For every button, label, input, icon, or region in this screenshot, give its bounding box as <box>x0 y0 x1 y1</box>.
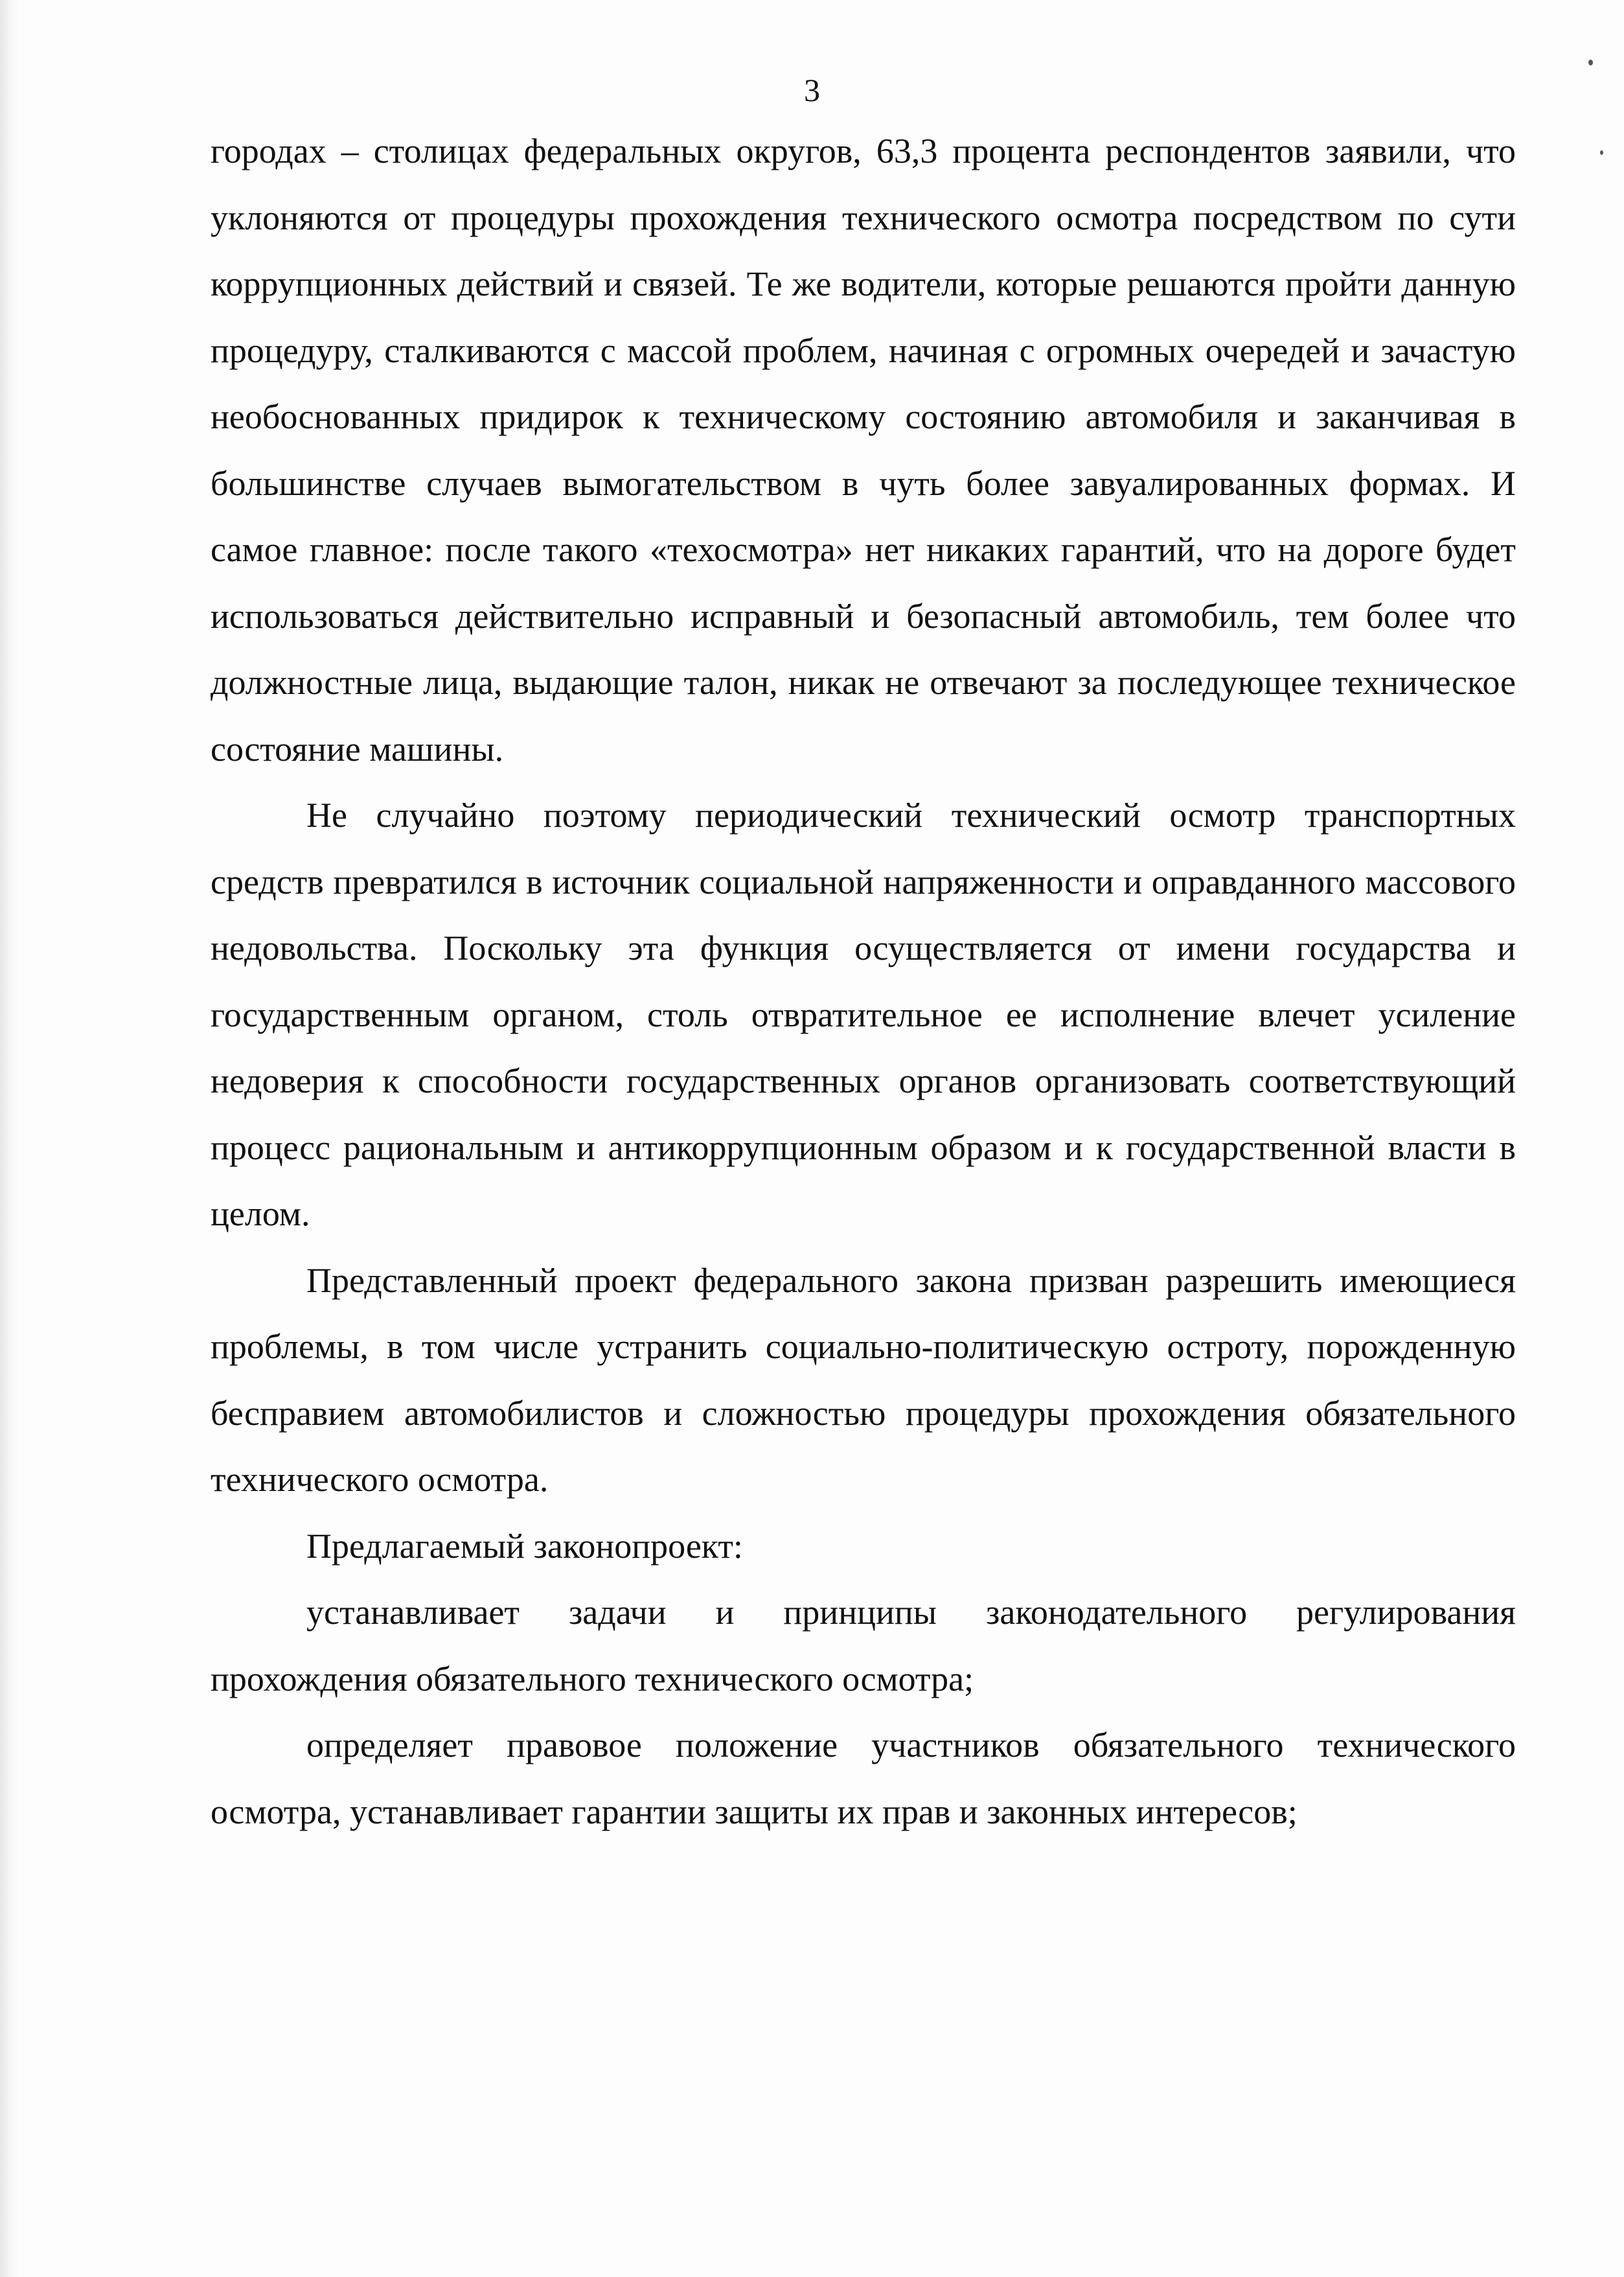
document-body <box>211 118 1516 1845</box>
scan-speck <box>1588 60 1593 65</box>
paragraph-4: Предлагаемый законопроект: <box>306 1526 743 1566</box>
paragraph-5: устанавливает задачи и принципы законодательного регулирования прохождения обязательного технического осмотра; <box>211 1593 1516 1698</box>
paragraph-1: городах – столицах федеральных округов, 63,3 процента респондентов заявили, что уклоняются от процедуры прохождения технического осмотра посредством по сути коррупционных действий и связей. Те же водители, которые решаются пройти данную процедуру, сталкиваются с массой проблем, начиная с огромных очередей и зачастую необоснованных придирок к техническому состоянию автомобиля и заканчивая в большинстве случаев вымогательством в чуть более завуалированных формах. И самое главное: после такого «техосмотра» нет никаких гарантий, что на дороге будет использоваться действительно исправный и безопасный автомобиль, тем более что должностные лица, выдающие талон, никак не отвечают за последующее техническое состояние машины. <box>211 132 1516 769</box>
paragraph-3: Представленный проект федерального закона призван разрешить имеющиеся проблемы, в том числе устранить социально-политическую остроту, порожденную бесправием автомобилистов и сложностью процедуры прохождения обязательного технического осмотра. <box>211 1260 1516 1499</box>
page-number: 3 <box>804 72 820 108</box>
paragraph-2: Не случайно поэтому периодический технический осмотр транспортных средств превратился в источник социальной напряженности и оправданного массового недовольства. Поскольку эта функция осуществляется от имени государства и государственным органом, столь отвратительное ее исполнение влечет усиление недоверия к способности государственных органов организовать соответствующий процесс рациональным и антикоррупционным образом и к государственной власти в целом. <box>211 796 1516 1233</box>
scan-speck <box>1600 150 1603 155</box>
paragraph-6: определяет правовое положение участников обязательного технического осмотра, устанавливает гарантии защиты их прав и законных интересов; <box>211 1726 1516 1831</box>
scan-left-edge <box>0 0 19 2277</box>
